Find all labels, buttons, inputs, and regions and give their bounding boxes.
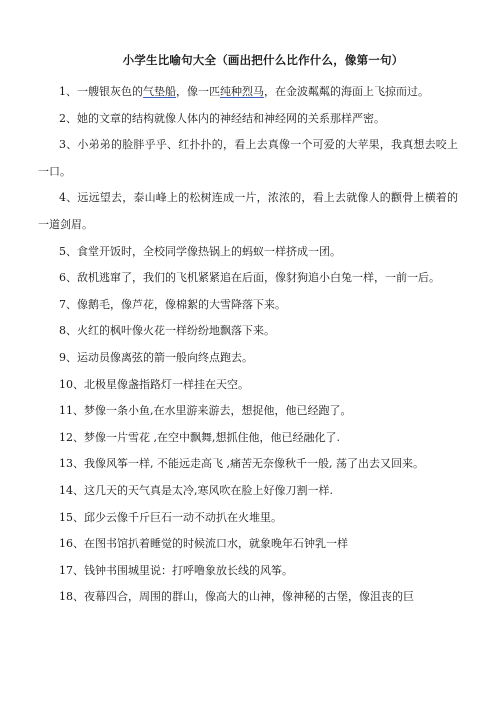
list-item: 18、夜幕四合，周围的群山，像高大的山神，像神秘的古堡，像沮丧的巨 xyxy=(59,590,414,604)
list-item: 3、小弟弟的脸胖乎乎、红扑扑的，看上去真像一个可爱的大苹果，我真想去咬上一口。 xyxy=(38,138,458,178)
list-item: 9、运动员像离弦的箭一般向终点跑去。 xyxy=(59,350,253,364)
list-item: 5、食堂开饭时，全校同学像热锅上的蚂蚁一样挤成一团。 xyxy=(59,244,341,258)
underlined-term: 气垫船 xyxy=(143,85,176,98)
list-item: 13、我像风筝一样, 不能远走高飞 ,痛苦无奈像秋千一般, 荡了出去又回来。 xyxy=(59,457,424,471)
item-text: 1、一艘银灰色的 xyxy=(59,85,143,98)
list-item: 8、火红的枫叶像火花一样纷纷地飘落下来。 xyxy=(59,324,275,338)
list-item: 14、这几天的天气真是太冷,寒风吹在脸上好像刀割一样. xyxy=(59,483,333,497)
list-item: 2、她的文章的结构就像人体内的神经结和神经网的关系那样严密。 xyxy=(59,111,385,125)
item-text: ，在金波粼粼的海面上飞掠而过。 xyxy=(264,85,429,98)
underlined-term: 纯种烈马 xyxy=(220,85,264,98)
sentence-list xyxy=(38,79,458,611)
item-text: ，像一匹 xyxy=(176,85,220,98)
list-item xyxy=(38,79,458,106)
list-item: 11、梦像一条小鱼,在水里游来游去，想捉他，他已经跑了。 xyxy=(59,404,352,418)
list-item: 16、在图书馆扒着睡觉的时候流口水，就象晚年石钟乳一样 xyxy=(59,537,348,551)
page-title: 小学生比喻句大全（画出把什么比作什么，像第一句） xyxy=(122,53,404,67)
list-item: 17、钱钟书围城里说：打呼噜象放长线的风筝。 xyxy=(59,563,293,577)
list-item: 6、敌机逃窜了，我们的飞机紧紧追在后面，像豺狗追小白兔一样，一前一后。 xyxy=(59,271,440,285)
list-item: 10、北极星像盏指路灯一样挂在天空。 xyxy=(59,377,249,391)
list-item: 15、邱少云像千斤巨石一动不动扒在火堆里。 xyxy=(59,510,282,524)
list-item: 12、梦像一片雪花 ,在空中飘舞,想抓住他，他已经融化了. xyxy=(59,430,340,444)
list-item: 4、远远望去，泰山峰上的松树连成一片，浓浓的，看上去就像人的颧骨上横着的一道剑眉。 xyxy=(38,191,458,231)
list-item: 7、像鹅毛，像芦花，像棉絮的大雪降落下来。 xyxy=(59,297,286,311)
